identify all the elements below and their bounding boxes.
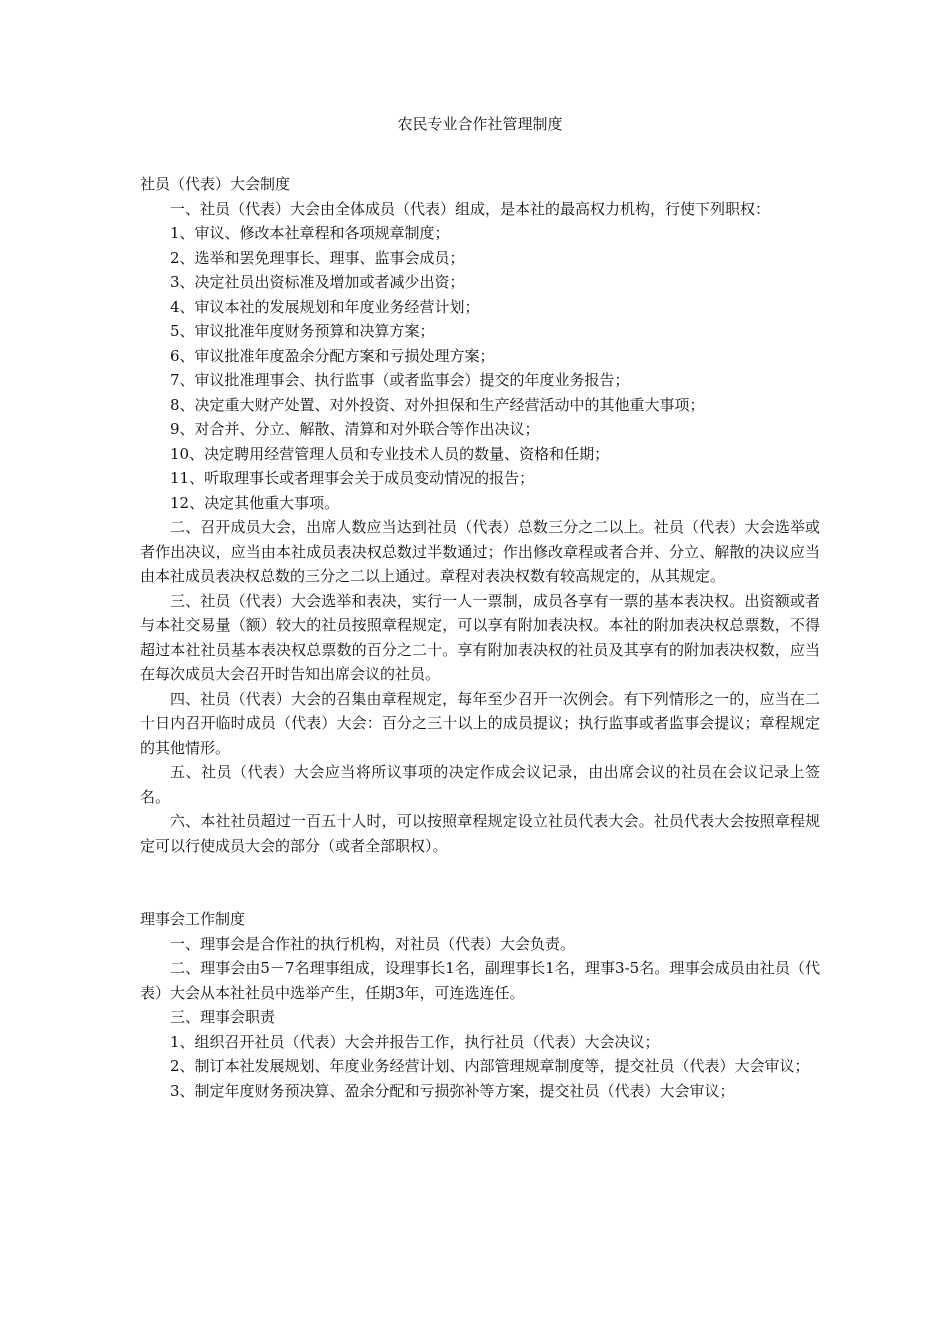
paragraph: 六、本社社员超过一百五十人时，可以按照章程规定设立社员代表大会。社员代表大会按照章程规定可以行使成员大会的部分（或者全部职权）。 (140, 812, 820, 855)
list-item: 4、审议本社的发展规划和年度业务经营计划； (170, 297, 480, 316)
paragraph: 三、理事会职责 (170, 1008, 276, 1026)
paragraph: 二、召开成员大会，出席人数应当达到社员（代表）总数三分之二以上。社员（代表）大会选举或者作出决议，应当由本社成员表决权总数过半数通过；作出修改章程或者合并、分立、解散的决议应当由本社成员表决权总数的三分之二以上通过。章程对表决权数有较高规定的，从其规定。 (140, 518, 820, 585)
paragraph: 一、社员（代表）大会由全体成员（代表）组成，是本社的最高权力机构，行使下列职权： (170, 199, 771, 218)
list-item: 1、组织召开社员（代表）大会并报告工作，执行社员（代表）大会决议； (170, 1032, 660, 1051)
paragraph: 五、社员（代表）大会应当将所议事项的决定作成会议记录，由出席会议的社员在会议记录上签名。 (140, 763, 820, 806)
section-heading: 社员（代表）大会制度 (140, 175, 291, 193)
section-heading: 理事会工作制度 (140, 910, 246, 928)
section-members-assembly (140, 172, 820, 858)
list-item: 10、决定聘用经营管理人员和专业技术人员的数量、资格和任期； (170, 444, 610, 463)
paragraph: 三、社员（代表）大会选举和表决，实行一人一票制，成员各享有一票的基本表决权。出资额或者与本社交易量（额）较大的社员按照章程规定，可以享有附加表决权。本社的附加表决权总票数，不得超过本社社员基本表决权总票数的百分之二十。享有附加表决权的社员及其享有的附加表决权数，应当在每次成员大会召开时告知出席会议的社员。 (140, 591, 820, 683)
list-item: 7、审议批准理事会、执行监事（或者监事会）提交的年度业务报告； (170, 371, 630, 389)
document-title: 农民专业合作社管理制度 (397, 115, 563, 133)
list-item: 8、决定重大财产处置、对外投资、对外担保和生产经营活动中的其他重大事项； (170, 395, 705, 414)
list-item: 12、决定其他重大事项。 (170, 493, 340, 512)
list-item: 3、制定年度财务预决算、盈余分配和亏损弥补等方案，提交社员（代表）大会审议； (170, 1081, 735, 1100)
list-item: 2、制订本社发展规划、年度业务经营计划、内部管理规章制度等，提交社员（代表）大会审议； (170, 1057, 810, 1075)
document-page (140, 112, 820, 1103)
paragraph: 二、理事会由5－7名理事组成，设理事长1名，副理事长1名，理事3-5名。理事会成员由社员（代表）大会从本社社员中选举产生，任期3年，可连选连任。 (140, 959, 820, 1002)
list-item: 6、审议批准年度盈余分配方案和亏损处理方案； (170, 346, 495, 365)
list-item: 3、决定社员出资标准及增加或者减少出资； (170, 273, 465, 291)
section-spacer (140, 858, 820, 907)
list-item: 2、选举和罢免理事长、理事、监事会成员； (170, 248, 465, 267)
list-item: 1、审议、修改本社章程和各项规章制度； (170, 224, 450, 242)
paragraph: 一、理事会是合作社的执行机构，对社员（代表）大会负责。 (170, 934, 576, 953)
paragraph: 四、社员（代表）大会的召集由章程规定，每年至少召开一次例会。有下列情形之一的，应当在二十日内召开临时成员（代表）大会：百分之三十以上的成员提议；执行监事或者监事会提议；章程规定的其他情形。 (140, 689, 820, 757)
list-item: 11、听取理事长或者理事会关于成员变动情况的报告； (170, 469, 535, 487)
section-board-rules (140, 907, 820, 1103)
list-item: 5、审议批准年度财务预算和决算方案； (170, 322, 435, 340)
list-item: 9、对合并、分立、解散、清算和对外联合等作出决议； (170, 420, 540, 438)
